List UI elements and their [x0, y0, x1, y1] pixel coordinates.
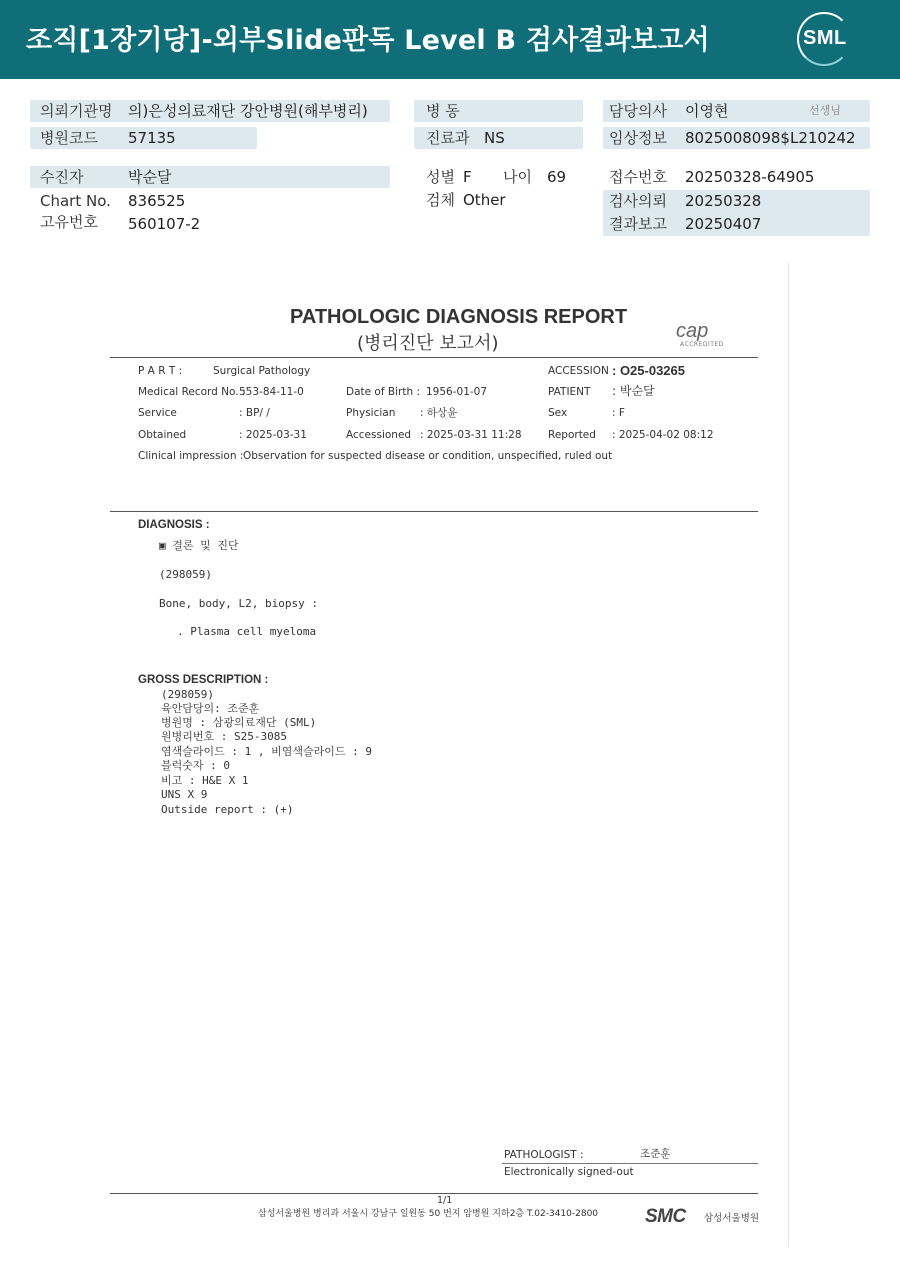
ward-label: 병 동	[426, 102, 460, 120]
clinical-impression-label: Clinical impression :	[138, 450, 244, 462]
request-label: 검사의뢰	[609, 192, 667, 210]
sex-label-report: Sex	[548, 407, 568, 419]
request-value: 20250328	[685, 192, 762, 210]
accession-label: ACCESSION	[548, 365, 609, 377]
result-label: 결과보고	[609, 215, 667, 233]
institution-label: 의뢰기관명	[40, 102, 113, 120]
accession-value: : O25-03265	[612, 363, 685, 378]
dob-label: Date of Birth :	[346, 386, 420, 398]
gross-line: 블럭숫자 : 0	[161, 759, 230, 772]
page-number: 1/1	[437, 1195, 453, 1206]
logo-text: SML	[803, 27, 847, 49]
doctor-suffix: 선생님	[809, 104, 841, 117]
hospital-code-label: 병원코드	[40, 129, 98, 147]
service-label: Service	[138, 407, 177, 419]
dept-label: 진료과	[426, 129, 470, 147]
accessioned-value: : 2025-03-31 11:28	[420, 429, 522, 441]
patient-value-report: : 박순달	[612, 384, 655, 398]
diagnosis-line: ▣ 결론 및 진단	[159, 539, 239, 552]
diagnosis-line: . Plasma cell myeloma	[177, 625, 317, 638]
gross-line: 비고 : H&E X 1	[161, 774, 249, 787]
doctor-label: 담당의사	[609, 102, 667, 120]
gross-line: 염색슬라이드 : 1 , 비염색슬라이드 : 9	[161, 745, 372, 758]
dob-value: 1956-01-07	[426, 386, 488, 398]
divider-top	[110, 357, 758, 358]
patient-value: 박순달	[128, 168, 172, 186]
hospital-code-value: 57135	[128, 129, 176, 147]
pathologist-value: 조준훈	[640, 1148, 671, 1160]
institution-value: 의)은성의료재단 강안병원(해부병리)	[128, 102, 368, 120]
cap-logo-text: cap	[676, 320, 709, 342]
page-title: 조직[1장기당]-외부Slide판독 Level B 검사결과보고서	[26, 25, 710, 56]
gross-line: (298059)	[161, 688, 214, 701]
header-bar	[0, 0, 900, 79]
signature-line	[502, 1163, 758, 1164]
specimen-value: Other	[463, 191, 506, 209]
clinical-value: 8025008098$L210242	[685, 129, 856, 147]
gross-line: UNS X 9	[161, 788, 208, 801]
clinical-impression-value: Observation for suspected disease or condition, unspecified, ruled out	[243, 450, 613, 462]
reported-value: : 2025-04-02 08:12	[612, 429, 714, 441]
reported-label: Reported	[548, 429, 596, 441]
obtained-label: Obtained	[138, 429, 187, 441]
part-value: Surgical Pathology	[213, 365, 311, 377]
divider-bottom	[110, 1193, 758, 1194]
diagnosis-heading: DIAGNOSIS :	[138, 519, 210, 531]
gross-line: Outside report : (+)	[161, 803, 294, 816]
receipt-label: 접수번호	[609, 168, 667, 186]
physician-value: : 하상윤	[420, 407, 458, 419]
diagnosis-line: (298059)	[159, 568, 212, 581]
report-subtitle: (병리진단 보고서)	[357, 333, 499, 354]
gross-heading: GROSS DESCRIPTION :	[138, 674, 269, 686]
dept-value: NS	[484, 129, 505, 147]
receipt-value: 20250328-64905	[685, 168, 815, 186]
age-value: 69	[547, 168, 567, 186]
footer-address: 삼성서울병원 병리과 서울시 강남구 일원동 50 번지 암병원 지하2층 T.02-3410-2800	[258, 1209, 599, 1219]
chart-value: 836525	[128, 192, 186, 210]
signed-text: Electronically signed-out	[504, 1166, 634, 1178]
result-value: 20250407	[685, 215, 762, 233]
smc-logo: SMC	[645, 1206, 686, 1227]
gross-line: 병원명 : 삼광의료재단 (SML)	[161, 716, 317, 729]
service-value: : BP/ /	[239, 407, 270, 419]
sex-label: 성별	[426, 168, 455, 186]
patient-label: 수진자	[40, 168, 84, 186]
sml-logo	[797, 12, 855, 66]
cap-accredited-logo	[676, 320, 736, 350]
gross-line: 육안담당의: 조준훈	[161, 702, 260, 715]
doctor-value: 이영현	[685, 102, 729, 120]
obtained-value: : 2025-03-31	[239, 429, 307, 441]
age-label: 나이	[503, 168, 532, 186]
mrn-label: Medical Record No. :	[138, 386, 246, 398]
diagnosis-line: Bone, body, L2, biopsy :	[159, 597, 318, 610]
mrn-value: 553-84-11-0	[239, 386, 304, 398]
unique-label: 고유번호	[40, 213, 98, 231]
pathologist-label: PATHOLOGIST :	[504, 1149, 584, 1161]
part-label: P A R T :	[138, 365, 183, 377]
report-title: PATHOLOGIC DIAGNOSIS REPORT	[290, 306, 628, 328]
gross-line: 원병리번호 : S25-3085	[161, 730, 287, 743]
accessioned-label: Accessioned	[346, 429, 412, 441]
scan-edge	[788, 262, 789, 1247]
sex-value-report: : F	[612, 407, 625, 419]
sex-value: F	[463, 168, 472, 186]
specimen-label: 검체	[426, 191, 455, 209]
cap-accredited-text: ACCREDITED	[680, 341, 724, 348]
physician-label: Physician	[346, 407, 396, 419]
chart-label: Chart No.	[40, 192, 111, 210]
band-patient	[30, 166, 390, 188]
patient-label-report: PATIENT	[548, 386, 591, 398]
footer-hospital: 삼성서울병원	[704, 1213, 760, 1224]
divider-middle	[110, 511, 758, 512]
clinical-label: 임상정보	[609, 129, 667, 147]
unique-value: 560107-2	[128, 215, 201, 233]
